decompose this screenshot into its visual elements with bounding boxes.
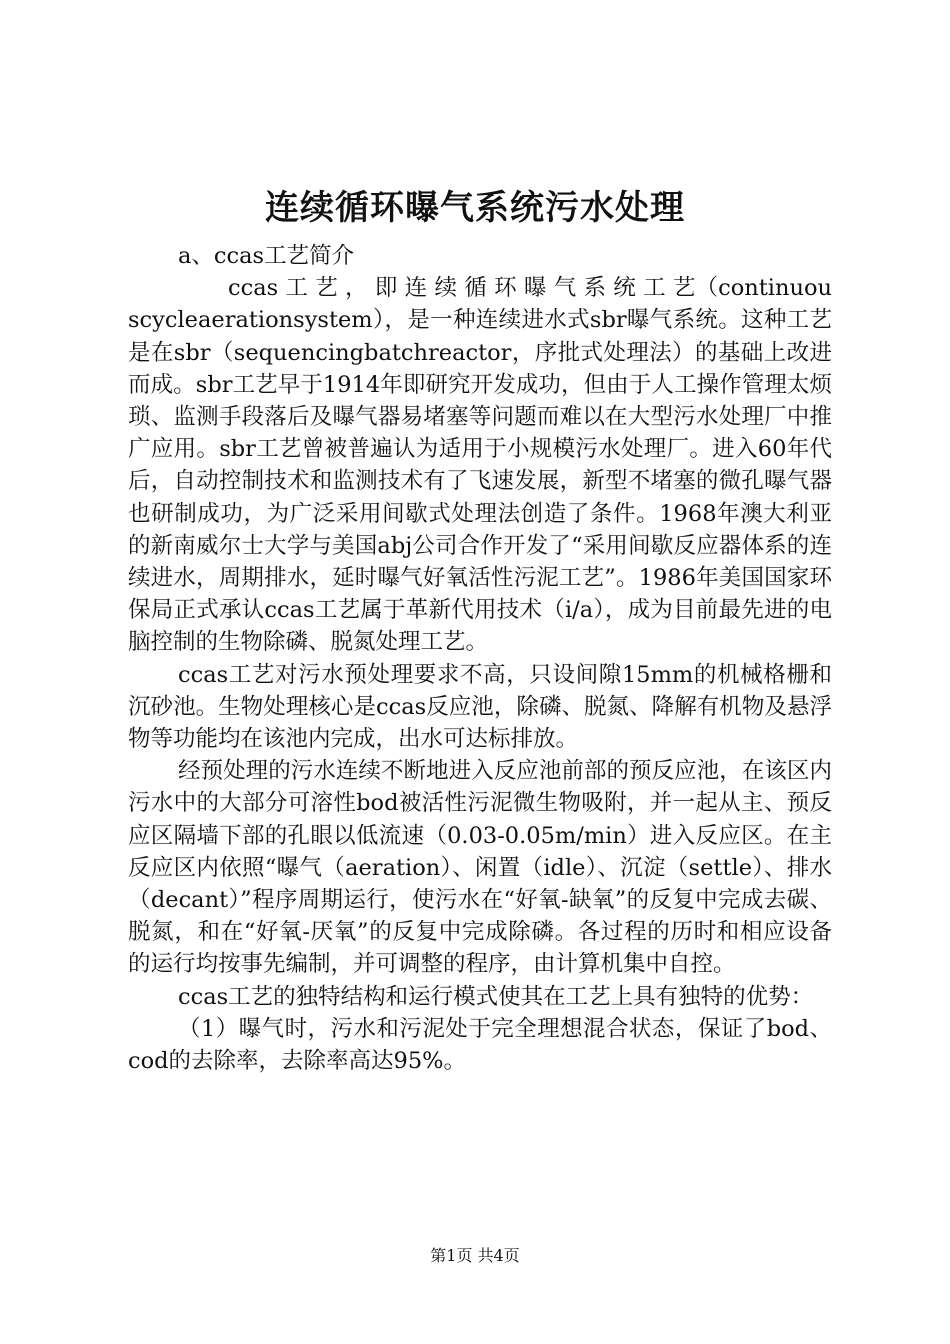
paragraph-intro: ccas 工 艺 ， 即 连 续 循 环 曝 气 系 统 工 艺（continuouscycleaerationsystem），是一种连续进水式sbr曝气系统。这种工艺是在sbr（sequencingbatchreactor，序批式处理法）的基础上改进而成。sbr工艺早于1914年即研究开发成功，但由于人工操作管理太烦琐、监测手段落后及曝气器易堵塞等问题而难以在大型污水处理厂中推广应用。sbr工艺曾被普遍认为适用于小规模污水处理厂。进入60年代后，自动控制技术和监测技术有了飞速发展，新型不堵塞的微孔曝气器也研制成功，为广泛采用间歇式处理法创造了条件。1968年澳大利亚的新南威尔士大学与美国abj公司合作开发了“采用间歇反应器体系的连续进水，周期排水，延时曝气好氧活性污泥工艺”。1986年美国国家环保局正式承认ccas工艺属于革新代用技术（i/a），成为目前最先进的电脑控制的生物除磷、脱氮处理工艺。 — [128, 275, 832, 656]
paragraph-advantages: ccas工艺的独特结构和运行模式使其在工艺上具有独特的优势： — [178, 983, 814, 1010]
paragraph-pretreatment: ccas工艺对污水预处理要求不高，只设间隙15mm的机械格栅和沉砂池。生物处理核心是ccas反应池，除磷、脱氮、降解有机物及悬浮物等功能均在该池内完成，出水可达标排放。 — [128, 661, 832, 753]
page-footer: 第1页 共4页 — [430, 1246, 520, 1265]
section-heading: a、ccas工艺简介 — [178, 243, 355, 269]
paragraph-process: 经预处理的污水连续不断地进入反应池前部的预反应池，在该区内污水中的大部分可溶性bod被活性污泥微生物吸附，并一起从主、预反应区隔墙下部的孔眼以低流速（0.03-0.05m/min）进入反应区。在主反应区内依照“曝气（aeration）、闲置（idle）、沉淀（settle）、排水（decant）”程序周期运行，使污水在“好氧-缺氧”的反复中完成去碳、脱氮，和在“好氧-厌氧”的反复中完成除磷。各过程的历时和相应设备的运行均按事先编制，并可调整的程序，由计算机集中自控。 — [128, 758, 832, 978]
paragraph-advantage-1: （1）曝气时，污水和污泥处于完全理想混合状态，保证了bod、cod的去除率，去除率高达95%。 — [128, 1015, 832, 1075]
document-body — [128, 240, 832, 1077]
document-title: 连续循环曝气系统污水处理 — [265, 188, 685, 228]
